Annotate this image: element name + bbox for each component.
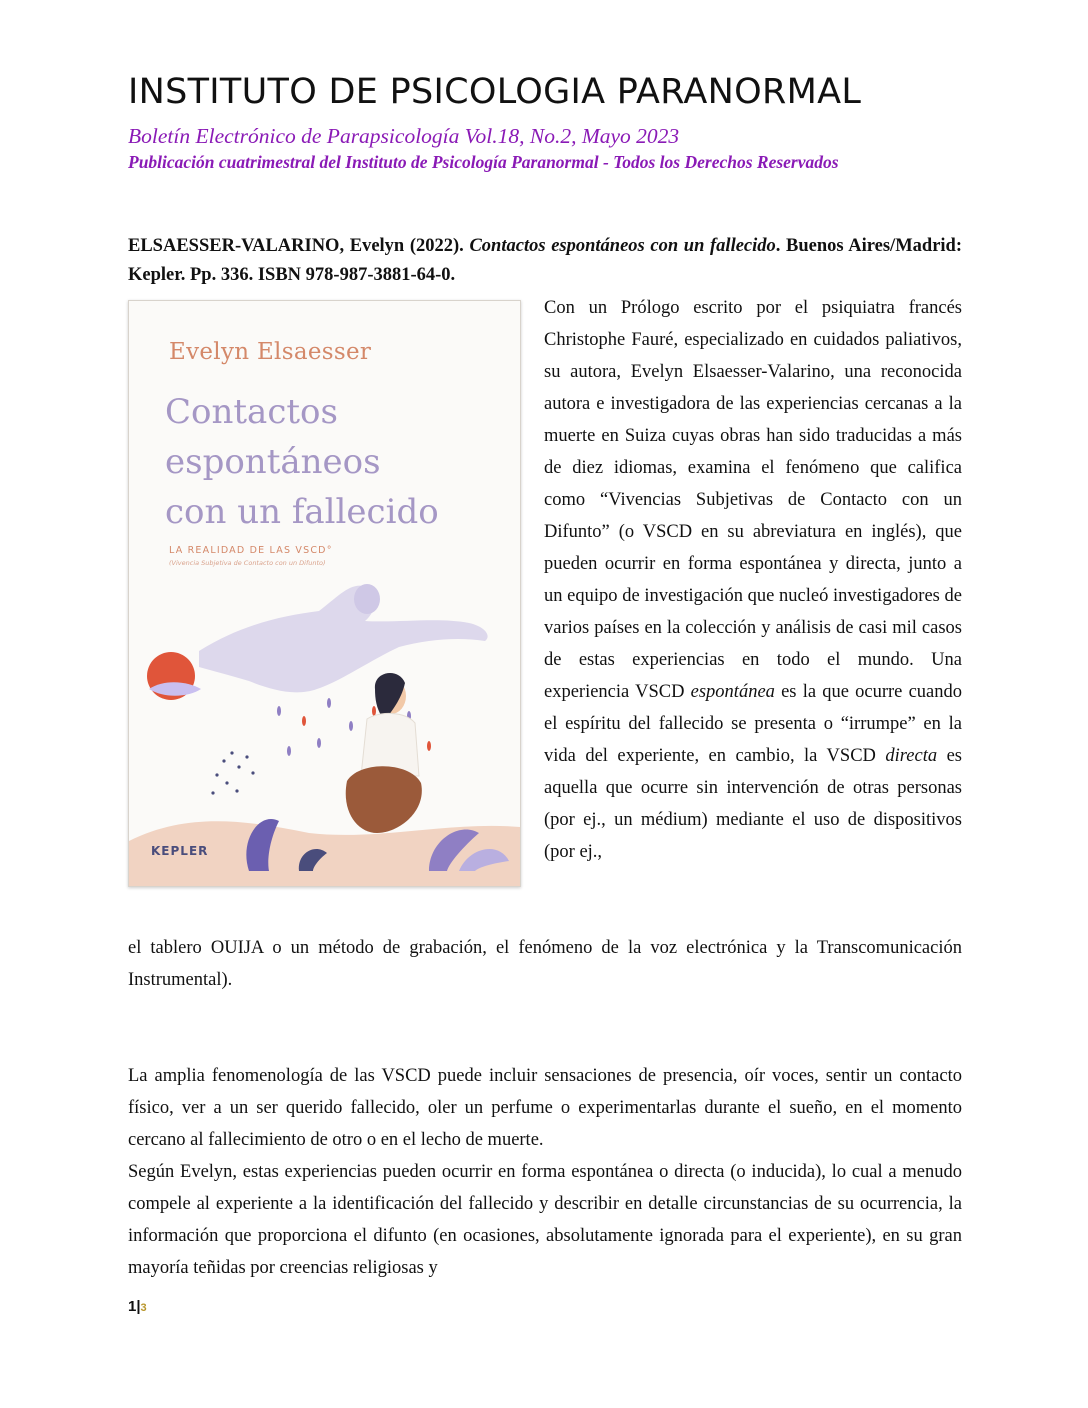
spirit-figure [199, 586, 488, 693]
page-separator: | [136, 1298, 141, 1315]
paragraph-1-continuation [128, 932, 962, 996]
citation-author: ELSAESSER-VALARINO, Evelyn (2022). [128, 236, 464, 256]
cover-title-line: espontáneos [165, 442, 381, 482]
emphasis-espontanea: espontánea [690, 682, 775, 702]
cover-subtitle: LA REALIDAD DE LAS VSCD° [169, 545, 333, 556]
paragraph-3: Según Evelyn, estas experiencias pueden ocurrir en forma espontánea o directa (o inducida), lo cual a menudo compele al experiente a la identificación del fallecido y describir en detalle circunstancias de su ocurrencia, la información que proporciona el difunto (en ocasiones, absolutamente ignorada para el experiente), en su gran mayoría teñidas por creencias religiosas y [128, 1162, 962, 1278]
cover-title-line: con un fallecido [165, 492, 439, 532]
page-number: 1 [128, 1298, 137, 1315]
page-total: 3 [140, 1302, 147, 1314]
body-column-full [128, 1060, 962, 1284]
paragraph-2: La amplia fenomenología de las VSCD puede incluir sensaciones de presencia, oír voces, sentir un contacto físico, ver a un ser querido fallecido, oler un perfume o experimentarlas durante el sueño, en el momento cercano al fallecimiento de otro o en el lecho de muerte. [128, 1066, 962, 1150]
body-column-right [544, 292, 962, 868]
institute-title: INSTITUTO DE PSICOLOGIA PARANORMAL [128, 72, 862, 112]
citation-book-title: Contactos espontáneos con un fallecido [469, 236, 776, 256]
cover-illustration [129, 571, 520, 886]
cover-author: Evelyn Elsaesser [169, 339, 372, 365]
cover-publisher-logo: KEPLER [151, 844, 209, 858]
citation-publisher-details: . Buenos Aires/Madrid: Kepler. Pp. 336. ISBN 978-987-3881-64-0. [128, 236, 962, 285]
paragraph-1: Con un Prólogo escrito por el psiquiatra francés Christophe Fauré, especializado en cuidados paliativos, su autora, Evelyn Elsaesser-Valarino, una reconocida autora e investigadora de las experiencias cercanas a la muerte en Suiza cuyas obras han sido traducidas a más de diez idiomas, examina el fenómeno que califica como “Vivencias Subjetivas de Contacto con un Difunto” (o VSCD en su abreviatura en inglés), que pueden ocurrir en forma espontánea y directa, junto a un equipo de investigación que nucleó investigadores de varios países en la colección y análisis de casi mil casos de estas experiencias en todo el mundo. Una experiencia VSCD espontánea es la que ocurre cuando el espíritu del fallecido se presenta o “irrumpe” en la vida del experiente, en cambio, la VSCD directa es aquella que ocurre sin intervención de otras personas (por ej., un médium) mediante el uso de dispositivos (por ej., [544, 298, 962, 862]
cover-subtitle-note: (Vivencia Subjetiva de Contacto con un Difunto) [169, 559, 326, 567]
emphasis-directa: directa [885, 746, 938, 766]
page-footer [128, 1298, 147, 1315]
cover-title-line: Contactos [165, 392, 338, 432]
book-citation [128, 232, 962, 290]
cover-title [165, 387, 505, 537]
paragraph-1-continuation-text: el tablero OUIJA o un método de grabación, el fenómeno de la voz electrónica y la Transcomunicación Instrumental). [128, 938, 962, 990]
book-cover-image [128, 300, 521, 887]
publication-notice: Publicación cuatrimestral del Instituto de Psicología Paranormal - Todos los Derechos Reservados [128, 152, 839, 172]
bulletin-info: Boletín Electrónico de Parapsicología Vol.18, No.2, Mayo 2023 [128, 124, 680, 148]
